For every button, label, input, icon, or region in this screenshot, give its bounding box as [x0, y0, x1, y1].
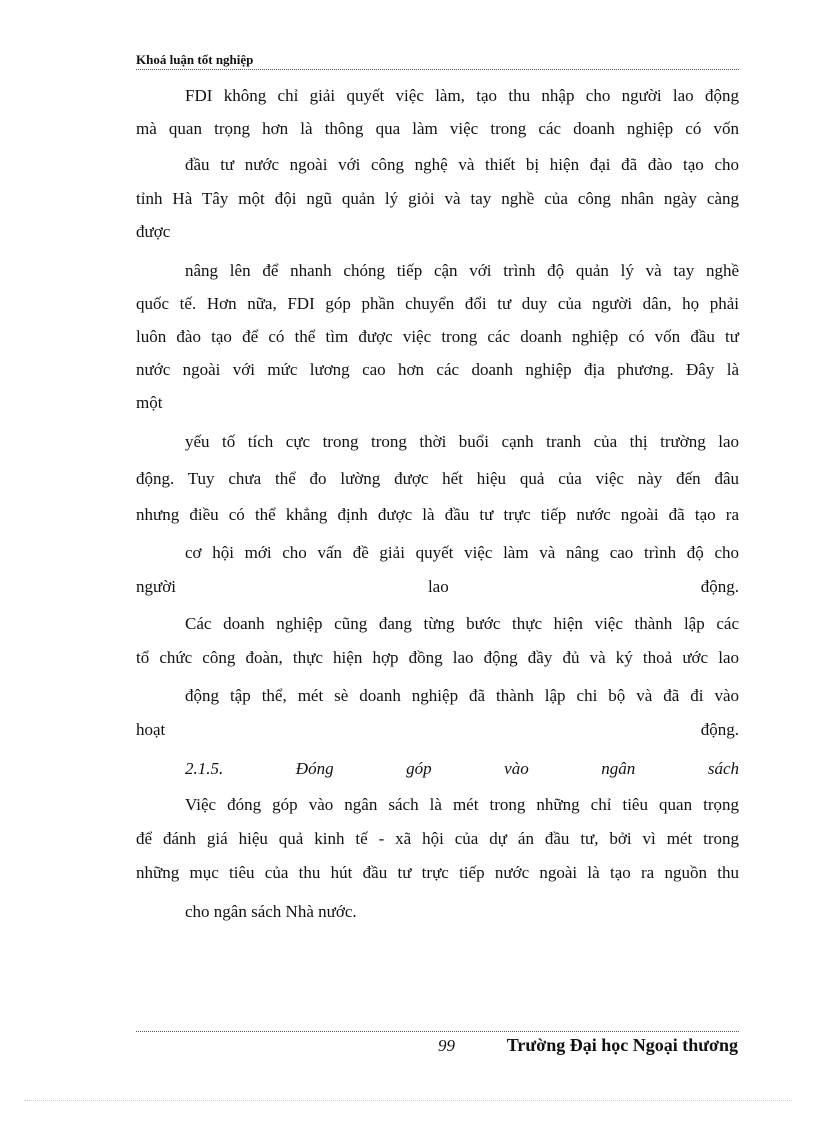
- page-bottom-border: [24, 1100, 792, 1101]
- text-line: cơ hội mới cho vấn đề giải quyết việc làm và nâng cao trình độ cho: [185, 543, 739, 562]
- page-number: 99: [438, 1036, 455, 1055]
- text-line: để đánh giá hiệu quả kinh tế - xã hội của dự án đầu tư, bởi vì mét trong: [136, 829, 739, 848]
- text-line: Các doanh nghiệp cũng đang từng bước thực hiện việc thành lập các: [185, 614, 739, 633]
- text-line: một: [136, 393, 163, 412]
- footer-school-name: Trường Đại học Ngoại thương: [506, 1035, 738, 1055]
- text-line: đầu tư nước ngoài với công nghệ và thiết bị hiện đại đã đào tạo cho: [185, 155, 739, 174]
- text-line: FDI không chỉ giải quyết việc làm, tạo thu nhập cho người lao động: [185, 86, 739, 105]
- text-line: nâng lên để nhanh chóng tiếp cận với trình độ quản lý và tay nghề: [185, 261, 739, 280]
- text-line: hoạt động.: [136, 720, 739, 739]
- text-line: những mục tiêu của thu hút đầu tư trực tiếp nước ngoài là tạo ra nguồn thu: [136, 863, 739, 882]
- text-line: nước ngoài với mức lương cao hơn các doanh nghiệp địa phương. Đây là: [136, 360, 739, 379]
- text-line: nhưng điều có thể khẳng định được là đầu tư trực tiếp nước ngoài đã tạo ra: [136, 505, 739, 524]
- text-line: được: [136, 222, 171, 241]
- text-line: động tập thể, mét sè doanh nghiệp đã thành lập chi bộ và đã đi vào: [185, 686, 739, 705]
- header-title: Khoá luận tốt nghiệp: [136, 52, 254, 67]
- text-line: luôn đào tạo để có thể tìm được việc trong các doanh nghiệp có vốn đầu tư: [136, 327, 739, 346]
- text-line: quốc tế. Hơn nữa, FDI góp phần chuyển đổi tư duy của người dân, họ phải: [136, 294, 739, 313]
- header-rule: [136, 69, 739, 70]
- text-line: Việc đóng góp vào ngân sách là mét trong những chỉ tiêu quan trọng: [185, 795, 739, 814]
- text-line: cho ngân sách Nhà nước.: [185, 902, 357, 921]
- text-line: mà quan trọng hơn là thông qua làm việc trong các doanh nghiệp có vốn: [136, 119, 739, 138]
- text-line: tổ chức công đoàn, thực hiện hợp đồng lao động đầy đủ và ký thoả ước lao: [136, 648, 739, 667]
- section-heading: 2.1.5. Đóng góp vào ngân sách: [185, 759, 739, 778]
- text-line: động. Tuy chưa thể đo lường được hết hiệu quả của việc này đến đâu: [136, 469, 739, 488]
- footer-rule: [136, 1031, 739, 1032]
- text-line: yếu tố tích cực trong trong thời buổi cạnh tranh của thị trường lao: [185, 432, 739, 451]
- text-line: người lao động.: [136, 577, 739, 596]
- text-line: tỉnh Hà Tây một đội ngũ quản lý giỏi và tay nghề của công nhân ngày càng: [136, 189, 739, 208]
